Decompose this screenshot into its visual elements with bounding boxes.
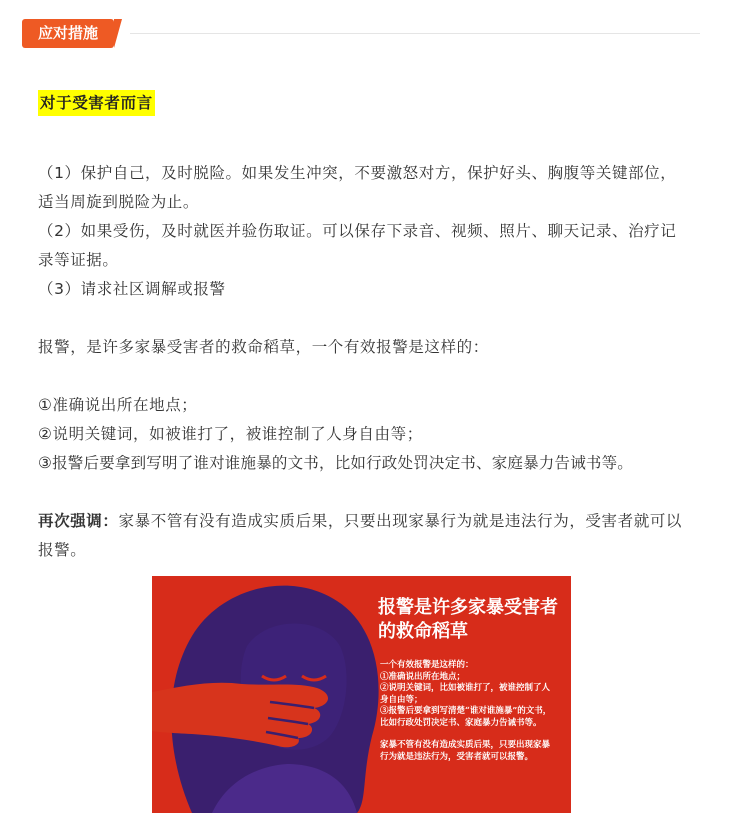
- measure-1: （1）保护自己，及时脱险。如果发生冲突，不要激怒对方，保护好头、胸腹等关键部位，适当周旋到脱险为止。: [38, 164, 677, 211]
- report-step-2: ②说明关键词，如被谁打了，被谁控制了人身自由等；: [38, 425, 423, 443]
- report-intro: 报警，是许多家暴受害者的救命稻草，一个有效报警是这样的：: [38, 338, 489, 356]
- section-tag: 应对措施: [22, 19, 114, 48]
- section-header: [22, 18, 700, 50]
- poster-footer: 家暴不管有没有造成实质后果，只要出现家暴行为就是违法行为，受害者就可以报警。: [380, 740, 551, 762]
- report-step-1: ①准确说出所在地点；: [38, 396, 198, 414]
- poster-line: ②说明关键词，比如被谁打了，被谁控制了人身自由等；: [380, 683, 551, 705]
- emphasis-text: 家暴不管有没有造成实质后果，只要出现家暴行为就是违法行为，受害者就可以报警。: [38, 512, 683, 559]
- victim-heading: 对于受害者而言: [38, 90, 155, 116]
- poster-line: ①准确说出所在地点；: [380, 671, 466, 682]
- poster-title: 报警是许多家暴受害者的救命稻草: [378, 597, 558, 642]
- measure-2: （2）如果受伤，及时就医并验伤取证。可以保存下录音、视频、照片、聊天记录、治疗记录等证据。: [38, 222, 677, 269]
- section-divider: [130, 33, 700, 34]
- poster-line: ③报警后要拿到写清楚“谁对谁施暴”的文书，比如行政处罚决定书、家庭暴力告诫书等。: [380, 706, 552, 728]
- emphasis-label: 再次强调：: [38, 512, 119, 530]
- report-step-3: ③报警后要拿到写明了谁对谁施暴的文书，比如行政处罚决定书、家庭暴力告诫书等。: [38, 454, 633, 472]
- poster-line: 一个有效报警是这样的：: [380, 660, 474, 670]
- measure-3: （3）请求社区调解或报警: [38, 280, 226, 298]
- poster-body: [380, 660, 558, 763]
- poster-image: [152, 576, 571, 813]
- article-content: [38, 90, 688, 565]
- emphasis-paragraph: [38, 507, 688, 565]
